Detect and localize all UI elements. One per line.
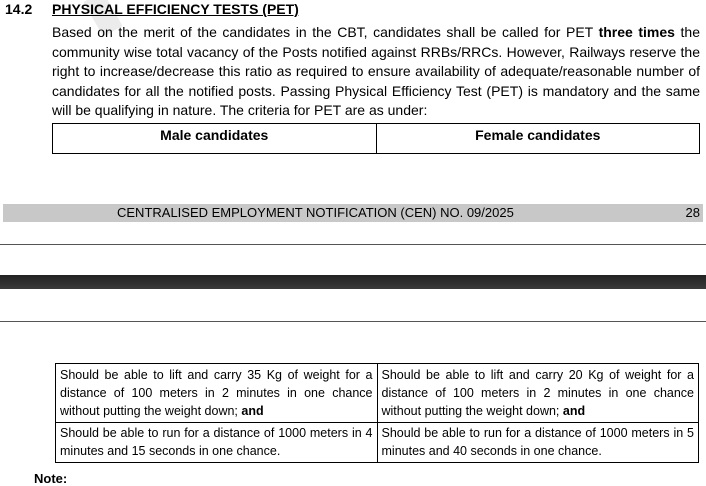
footer-page-number: 28 [685, 205, 700, 220]
male-candidates-header: Male candidates [53, 124, 377, 154]
male-run-criteria: Should be able to run for a distance of 1000 meters in 4 minutes and 15 seconds in one chance. [56, 423, 378, 463]
page-break-band [0, 275, 706, 289]
note-label: Note: [34, 471, 68, 486]
page-divider [0, 244, 706, 245]
female-lift-text: Should be able to lift and carry 20 Kg of weight for a distance of 100 meters in 2 minutes in one chance without putting the weight down; [381, 368, 694, 418]
section-title: PHYSICAL EFFICIENCY TESTS (PET) [52, 1, 299, 17]
paragraph-text-2: the community wise total vacancy of the Posts notified against RRBs/RRCs. However, Railways reserve the right to increase/decrease this ratio as required to ensure availability of adequate/reasonable number of candidates for all the notified posts. Passing Physical Efficiency Test (PET) is mandatory and the same will be qualifying in nature. The criteria for PET are as under: [52, 24, 700, 119]
male-lift-text: Should be able to lift and carry 35 Kg of weight for a distance of 100 meters in 2 minutes in one chance without putting the weight down; [60, 368, 373, 418]
page-divider [0, 321, 706, 322]
footer-notification-title: CENTRALISED EMPLOYMENT NOTIFICATION (CEN) NO. 09/2025 [117, 205, 514, 220]
female-candidates-header: Female candidates [376, 124, 700, 154]
pet-criteria-table [55, 363, 699, 463]
paragraph-text-1: Based on the merit of the candidates in the CBT, candidates shall be called for PET [52, 24, 599, 40]
pet-header-table [52, 123, 700, 154]
section-number: 14.2 [5, 1, 33, 17]
and-label: and [562, 404, 586, 418]
paragraph-bold-text: three times [598, 24, 675, 40]
female-lift-criteria [377, 364, 699, 423]
female-run-criteria: Should be able to run for a distance of 1000 meters in 5 minutes and 40 seconds in one chance. [377, 423, 699, 463]
and-label: and [241, 404, 264, 418]
male-lift-criteria [56, 364, 378, 423]
section-paragraph [52, 23, 700, 121]
